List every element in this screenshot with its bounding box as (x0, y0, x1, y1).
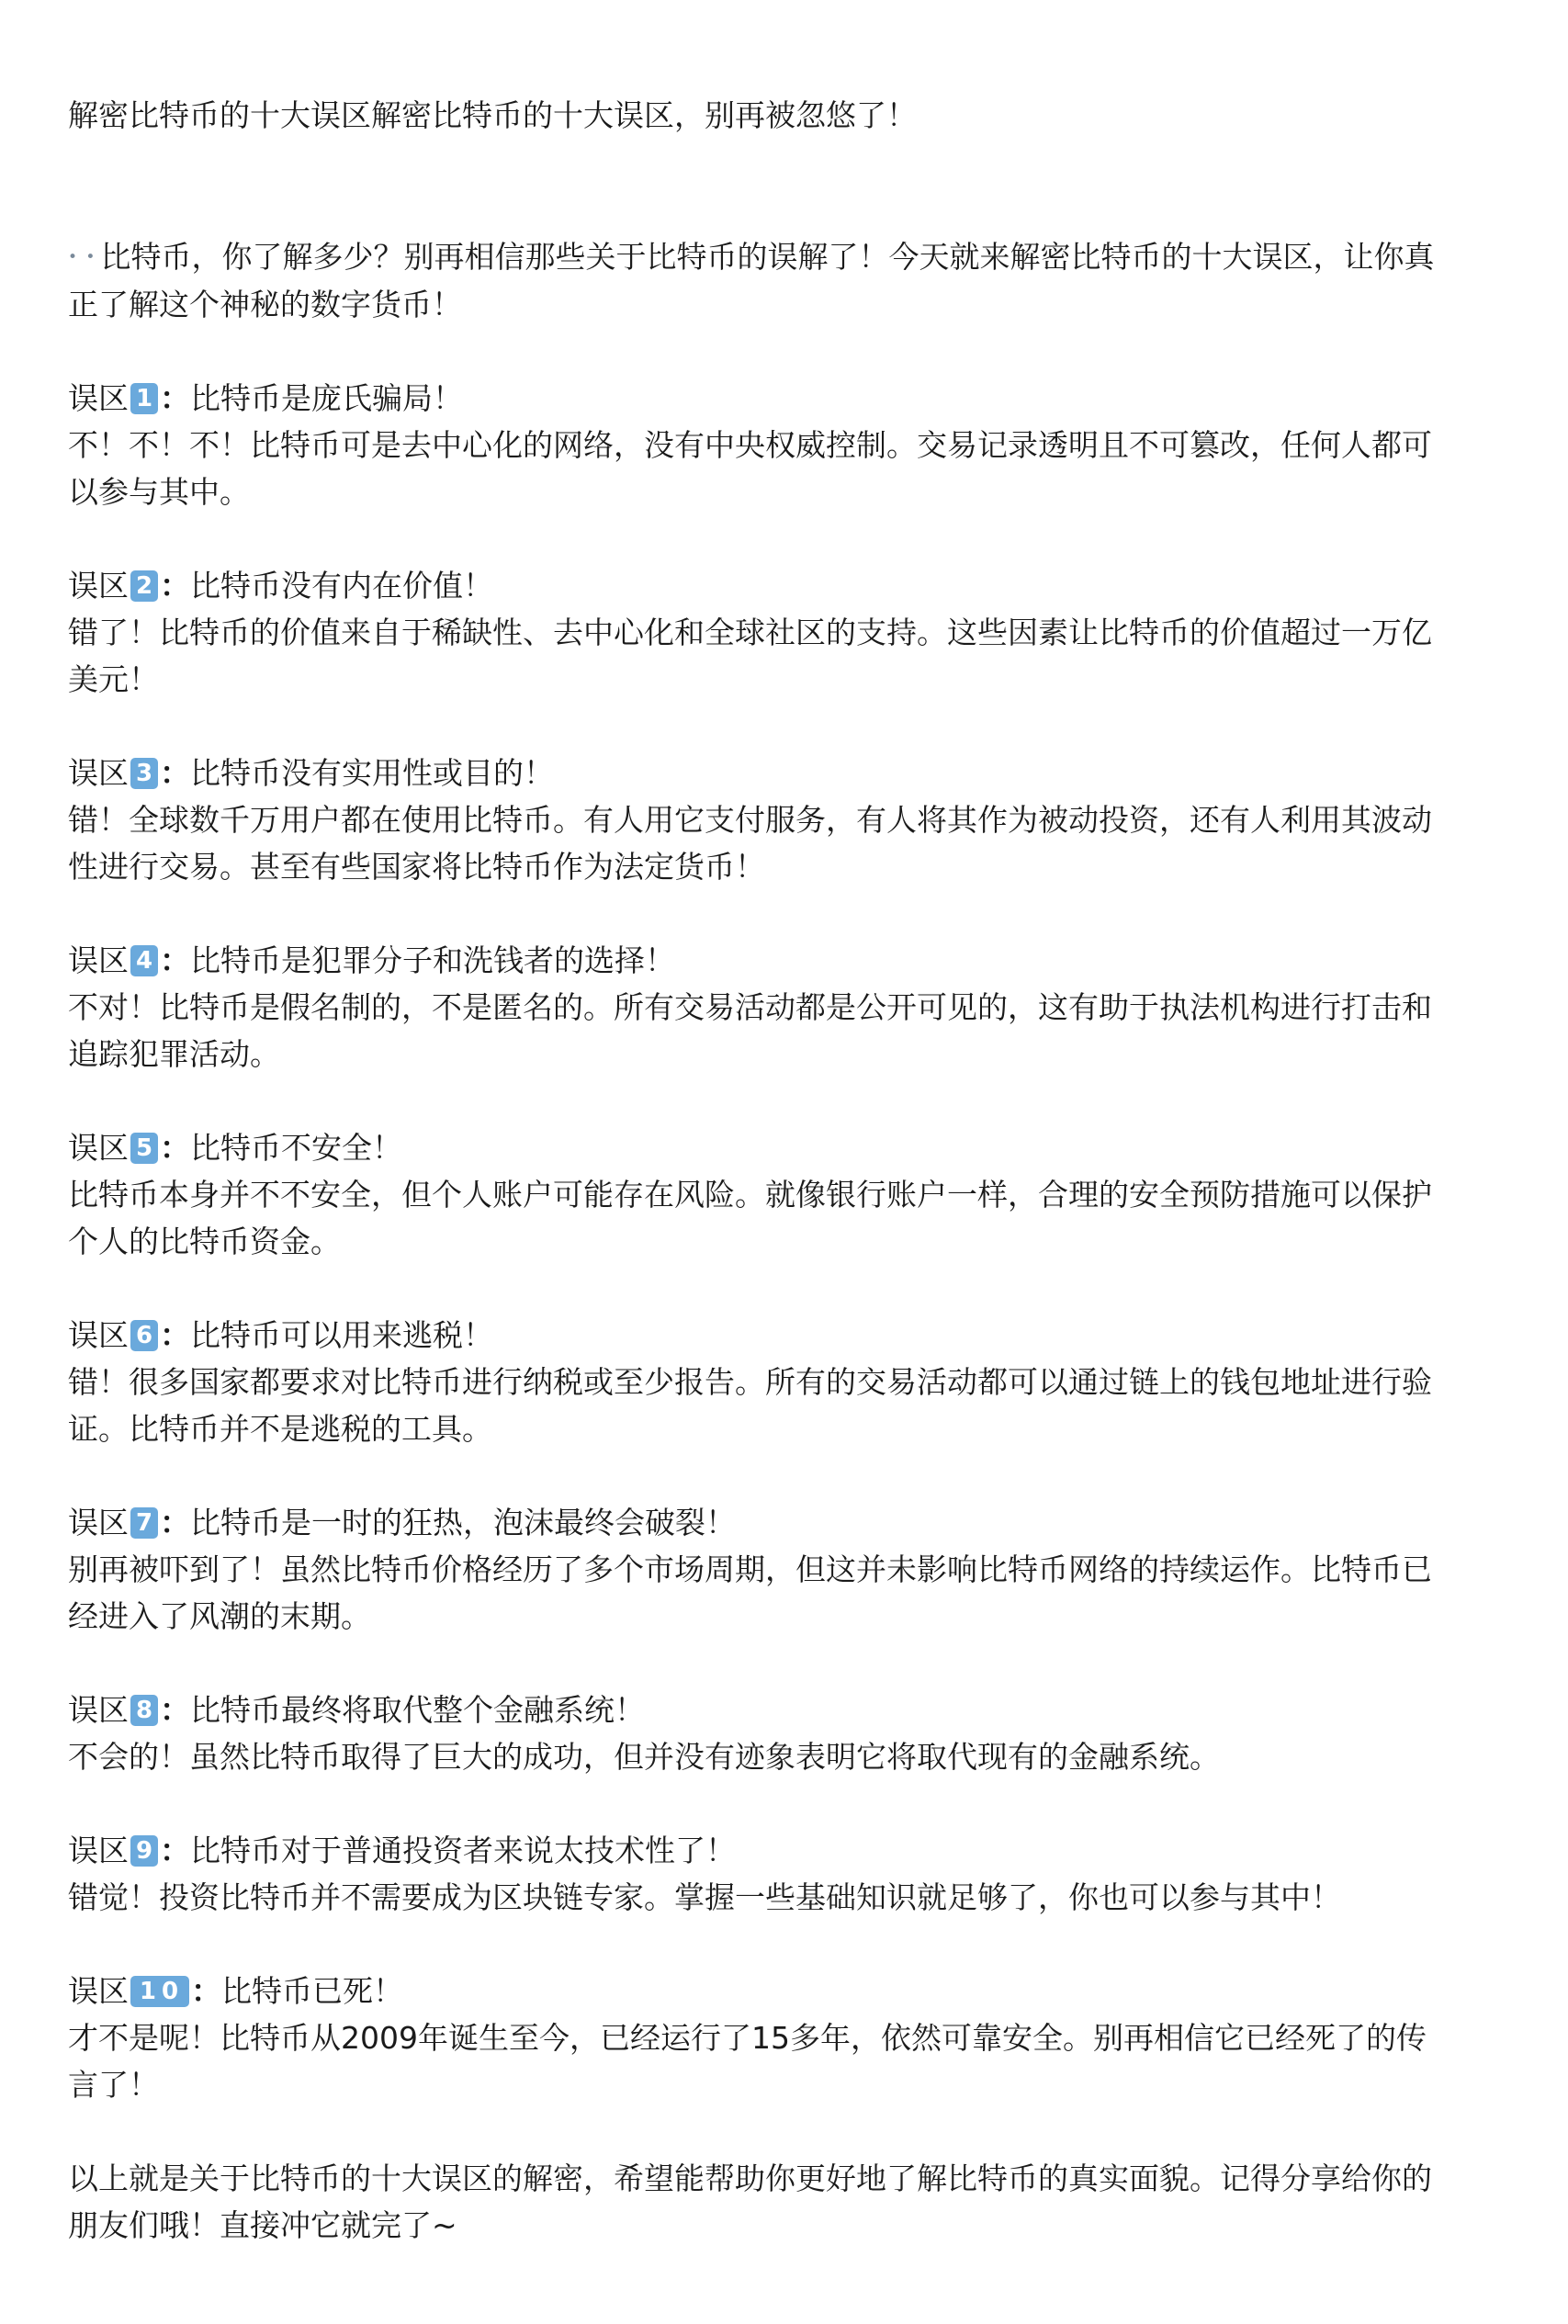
myth-title: 比特币是犯罪分子和洗钱者的选择！ (190, 942, 675, 978)
myth-heading (68, 1827, 1446, 1874)
myth-prefix: 误区 (68, 1833, 129, 1868)
myth-prefix: 误区 (68, 755, 129, 791)
keycap-4-icon: 4 (130, 945, 158, 976)
myth-body: 比特币本身并不不安全，但个人账户可能存在风险。就像银行账户一样，合理的安全预防措施可以保护个人的比特币资金。 (68, 1177, 1432, 1259)
myth-body: 不对！比特币是假名制的，不是匿名的。所有交易活动都是公开可见的，这有助于执法机构进行打击和追踪犯罪活动。 (68, 989, 1432, 1072)
myth-body: 才不是呢！比特币从2009年诞生至今，已经运行了15多年，依然可靠安全。别再相信它已经死了的传言了！ (68, 2020, 1427, 2103)
myth-separator: ： (160, 1505, 190, 1540)
myth-heading (68, 1968, 1446, 2014)
keycap-6-icon: 6 (130, 1320, 158, 1351)
myth-body: 不！不！不！比特币可是去中心化的网络，没有中央权威控制。交易记录透明且不可篡改，任何人都可以参与其中。 (68, 427, 1432, 510)
myth-prefix: 误区 (68, 1130, 129, 1166)
myth-2 (68, 562, 1446, 703)
myth-7 (68, 1499, 1446, 1640)
myth-9 (68, 1827, 1446, 1921)
myth-title: 比特币最终将取代整个金融系统！ (190, 1692, 645, 1728)
myth-body: 错！全球数千万用户都在使用比特币。有人用它支付服务，有人将其作为被动投资，还有人利用其波动性进行交易。甚至有些国家将比特币作为法定货币！ (68, 802, 1432, 885)
myth-1 (68, 375, 1446, 515)
myth-separator: ： (160, 1317, 190, 1353)
myth-5 (68, 1124, 1446, 1265)
intro-text: 比特币，你了解多少？别再相信那些关于比特币的误解了！今天就来解密比特币的十大误区，让你真正了解这个神秘的数字货币！ (68, 239, 1435, 322)
myth-body: 不会的！虽然比特币取得了巨大的成功，但并没有迹象表明它将取代现有的金融系统。 (68, 1739, 1220, 1775)
myth-title: 比特币可以用来逃税！ (190, 1317, 493, 1353)
article (68, 92, 1446, 2249)
myth-prefix: 误区 (68, 568, 129, 604)
myth-body: 别再被吓到了！虽然比特币价格经历了多个市场周期，但这并未影响比特币网络的持续运作。比特币已经进入了风潮的末期。 (68, 1551, 1432, 1634)
myth-heading (68, 1124, 1446, 1171)
myth-title: 比特币是一时的狂热，泡沫最终会破裂！ (190, 1505, 736, 1540)
myth-heading (68, 937, 1446, 984)
myth-separator: ： (160, 1130, 190, 1166)
myth-title: 比特币没有实用性或目的！ (190, 755, 554, 791)
intro-paragraph (68, 233, 1446, 328)
myth-6 (68, 1312, 1446, 1452)
myth-3 (68, 750, 1446, 890)
keycap-9-icon: 9 (130, 1835, 158, 1867)
myth-prefix: 误区 (68, 1317, 129, 1353)
myth-separator: ： (160, 568, 190, 604)
myth-heading (68, 1312, 1446, 1359)
myth-separator: ： (160, 942, 190, 978)
myth-separator: ： (191, 1973, 221, 2009)
article-title: 解密比特币的十大误区解密比特币的十大误区，别再被忽悠了！ (68, 97, 917, 133)
myth-prefix: 误区 (68, 942, 129, 978)
myth-separator: ： (160, 380, 190, 416)
myth-title: 比特币不安全！ (190, 1130, 402, 1166)
keycap-5-icon: 5 (130, 1133, 158, 1164)
myth-heading (68, 562, 1446, 609)
outro-paragraph: 以上就是关于比特币的十大误区的解密，希望能帮助你更好地了解比特币的真实面貌。记得分享给你的朋友们哦！直接冲它就完了~ (68, 2160, 1432, 2243)
myth-heading (68, 375, 1446, 422)
myth-8 (68, 1687, 1446, 1780)
myth-body: 错！很多国家都要求对比特币进行纳税或至少报告。所有的交易活动都可以通过链上的钱包地址进行验证。比特币并不是逃税的工具。 (68, 1364, 1432, 1447)
myth-prefix: 误区 (68, 1692, 129, 1728)
myth-title: 比特币对于普通投资者来说太技术性了！ (190, 1833, 736, 1868)
myth-prefix: 误区 (68, 1505, 129, 1540)
myth-heading (68, 1499, 1446, 1546)
myth-separator: ： (160, 1692, 190, 1728)
myth-separator: ： (160, 1833, 190, 1868)
sparkles-icon: • • (68, 248, 97, 266)
myth-title: 比特币是庞氏骗局！ (190, 380, 463, 416)
myth-heading (68, 750, 1446, 796)
myth-heading (68, 1687, 1446, 1733)
keycap-1-icon: 1 (130, 383, 158, 414)
keycap-2-icon: 2 (130, 570, 158, 602)
myth-body: 错了！比特币的价值来自于稀缺性、去中心化和全球社区的支持。这些因素让比特币的价值超过一万亿美元！ (68, 615, 1432, 697)
myth-title: 比特币已死！ (221, 1973, 403, 2009)
myth-title: 比特币没有内在价值！ (190, 568, 493, 604)
myth-body: 错觉！投资比特币并不需要成为区块链专家。掌握一些基础知识就足够了，你也可以参与其中！ (68, 1879, 1341, 1915)
keycap-3-icon: 3 (130, 758, 158, 789)
myth-4 (68, 937, 1446, 1077)
myth-prefix: 误区 (68, 380, 129, 416)
keycap-8-icon: 8 (130, 1695, 158, 1726)
keycap-10-icon: 10 (130, 1976, 189, 2007)
keycap-7-icon: 7 (130, 1507, 158, 1539)
myth-10 (68, 1968, 1446, 2108)
myth-prefix: 误区 (68, 1973, 129, 2009)
myth-separator: ： (160, 755, 190, 791)
